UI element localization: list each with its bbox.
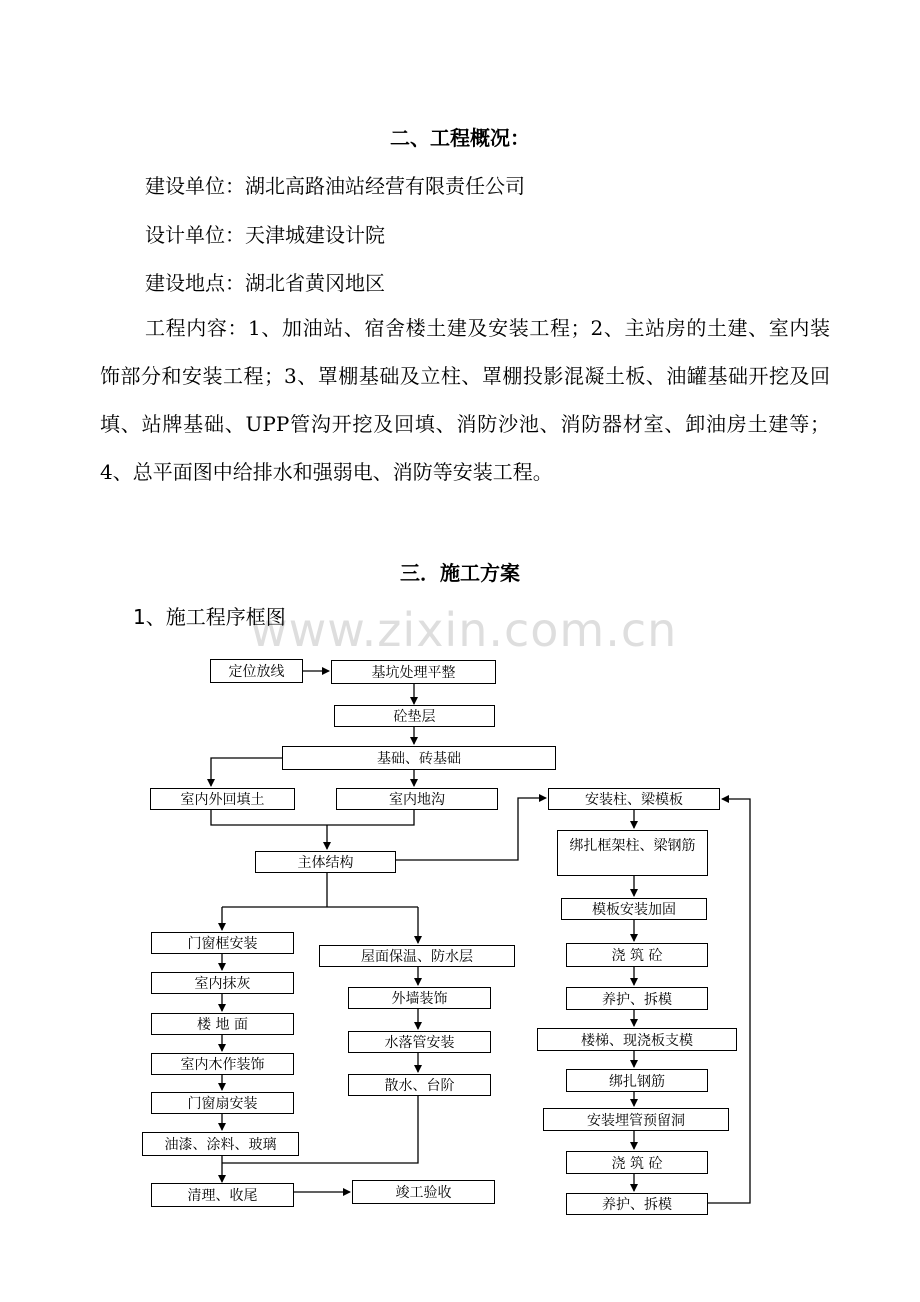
- flow-box-cure-2: 养护、拆模: [566, 1193, 708, 1215]
- flow-box-setout: 定位放线: [210, 659, 303, 683]
- flow-box-column-formwork: 安装柱、梁模板: [548, 788, 720, 810]
- flow-box-woodwork: 室内木作装饰: [151, 1053, 294, 1075]
- flow-box-roof: 屋面保温、防水层: [319, 945, 515, 967]
- flow-box-formwork-reinforce: 模板安装加固: [561, 898, 707, 920]
- flow-box-frame-install: 门窗框安装: [151, 932, 294, 954]
- flow-box-rebar: 绑扎钢筋: [566, 1069, 708, 1092]
- flow-box-embed-pipes: 安装埋管预留洞: [543, 1108, 729, 1131]
- flow-box-rebar-tie: 绑扎框架柱、梁钢筋: [557, 830, 708, 876]
- flow-box-acceptance: 竣工验收: [352, 1180, 495, 1204]
- section3-title: 三．施工方案: [400, 561, 520, 585]
- flow-box-pour-concrete-2: 浇 筑 砼: [566, 1151, 708, 1174]
- section2-title: 二、工程概况：: [390, 126, 530, 150]
- flow-box-wall-decor: 外墙装饰: [348, 987, 491, 1009]
- designer-line: 设计单位：天津城建设计院: [145, 223, 385, 247]
- flow-box-plaster: 室内抹灰: [151, 972, 294, 994]
- flow-box-foundation: 基础、砖基础: [282, 746, 556, 770]
- flow-box-paint-glass: 油漆、涂料、玻璃: [142, 1132, 299, 1156]
- flow-box-cure-1: 养护、拆模: [566, 987, 708, 1010]
- location-line: 建设地点：湖北省黄冈地区: [145, 271, 385, 295]
- flow-box-backfill: 室内外回填土: [150, 788, 295, 810]
- flow-box-cushion: 砼垫层: [334, 705, 495, 727]
- flow-box-downpipe: 水落管安装: [348, 1031, 491, 1053]
- builder-line: 建设单位：湖北高路油站经营有限责任公司: [145, 174, 525, 198]
- flow-box-cleanup: 清理、收尾: [151, 1183, 294, 1207]
- content-paragraph: 工程内容：1、加油站、宿舍楼土建及安装工程；2、主站房的土建、室内装饰部分和安装工程；3、罩棚基础及立柱、罩棚投影混凝土板、油罐基础开挖及回填、站牌基础、UPP管沟开挖及回填、消防沙池、消防器材室、卸油房土建等；4、总平面图中给排水和强弱电、消防等安装工程。: [100, 316, 830, 484]
- flow-subtitle: 1、施工程序框图: [133, 605, 286, 629]
- flow-box-pit-leveling: 基坑处理平整: [331, 660, 496, 684]
- flow-box-main-structure: 主体结构: [255, 851, 396, 873]
- flow-box-floor: 楼 地 面: [151, 1013, 294, 1035]
- flow-box-trench: 室内地沟: [336, 788, 498, 810]
- flow-box-apron-steps: 散水、台阶: [348, 1074, 491, 1096]
- flow-box-sash-install: 门窗扇安装: [151, 1092, 294, 1114]
- watermark: www.zixin.com.cn: [250, 603, 678, 657]
- flow-box-pour-concrete-1: 浇 筑 砼: [566, 943, 708, 967]
- flow-box-stair-slab: 楼梯、现浇板支模: [537, 1028, 737, 1051]
